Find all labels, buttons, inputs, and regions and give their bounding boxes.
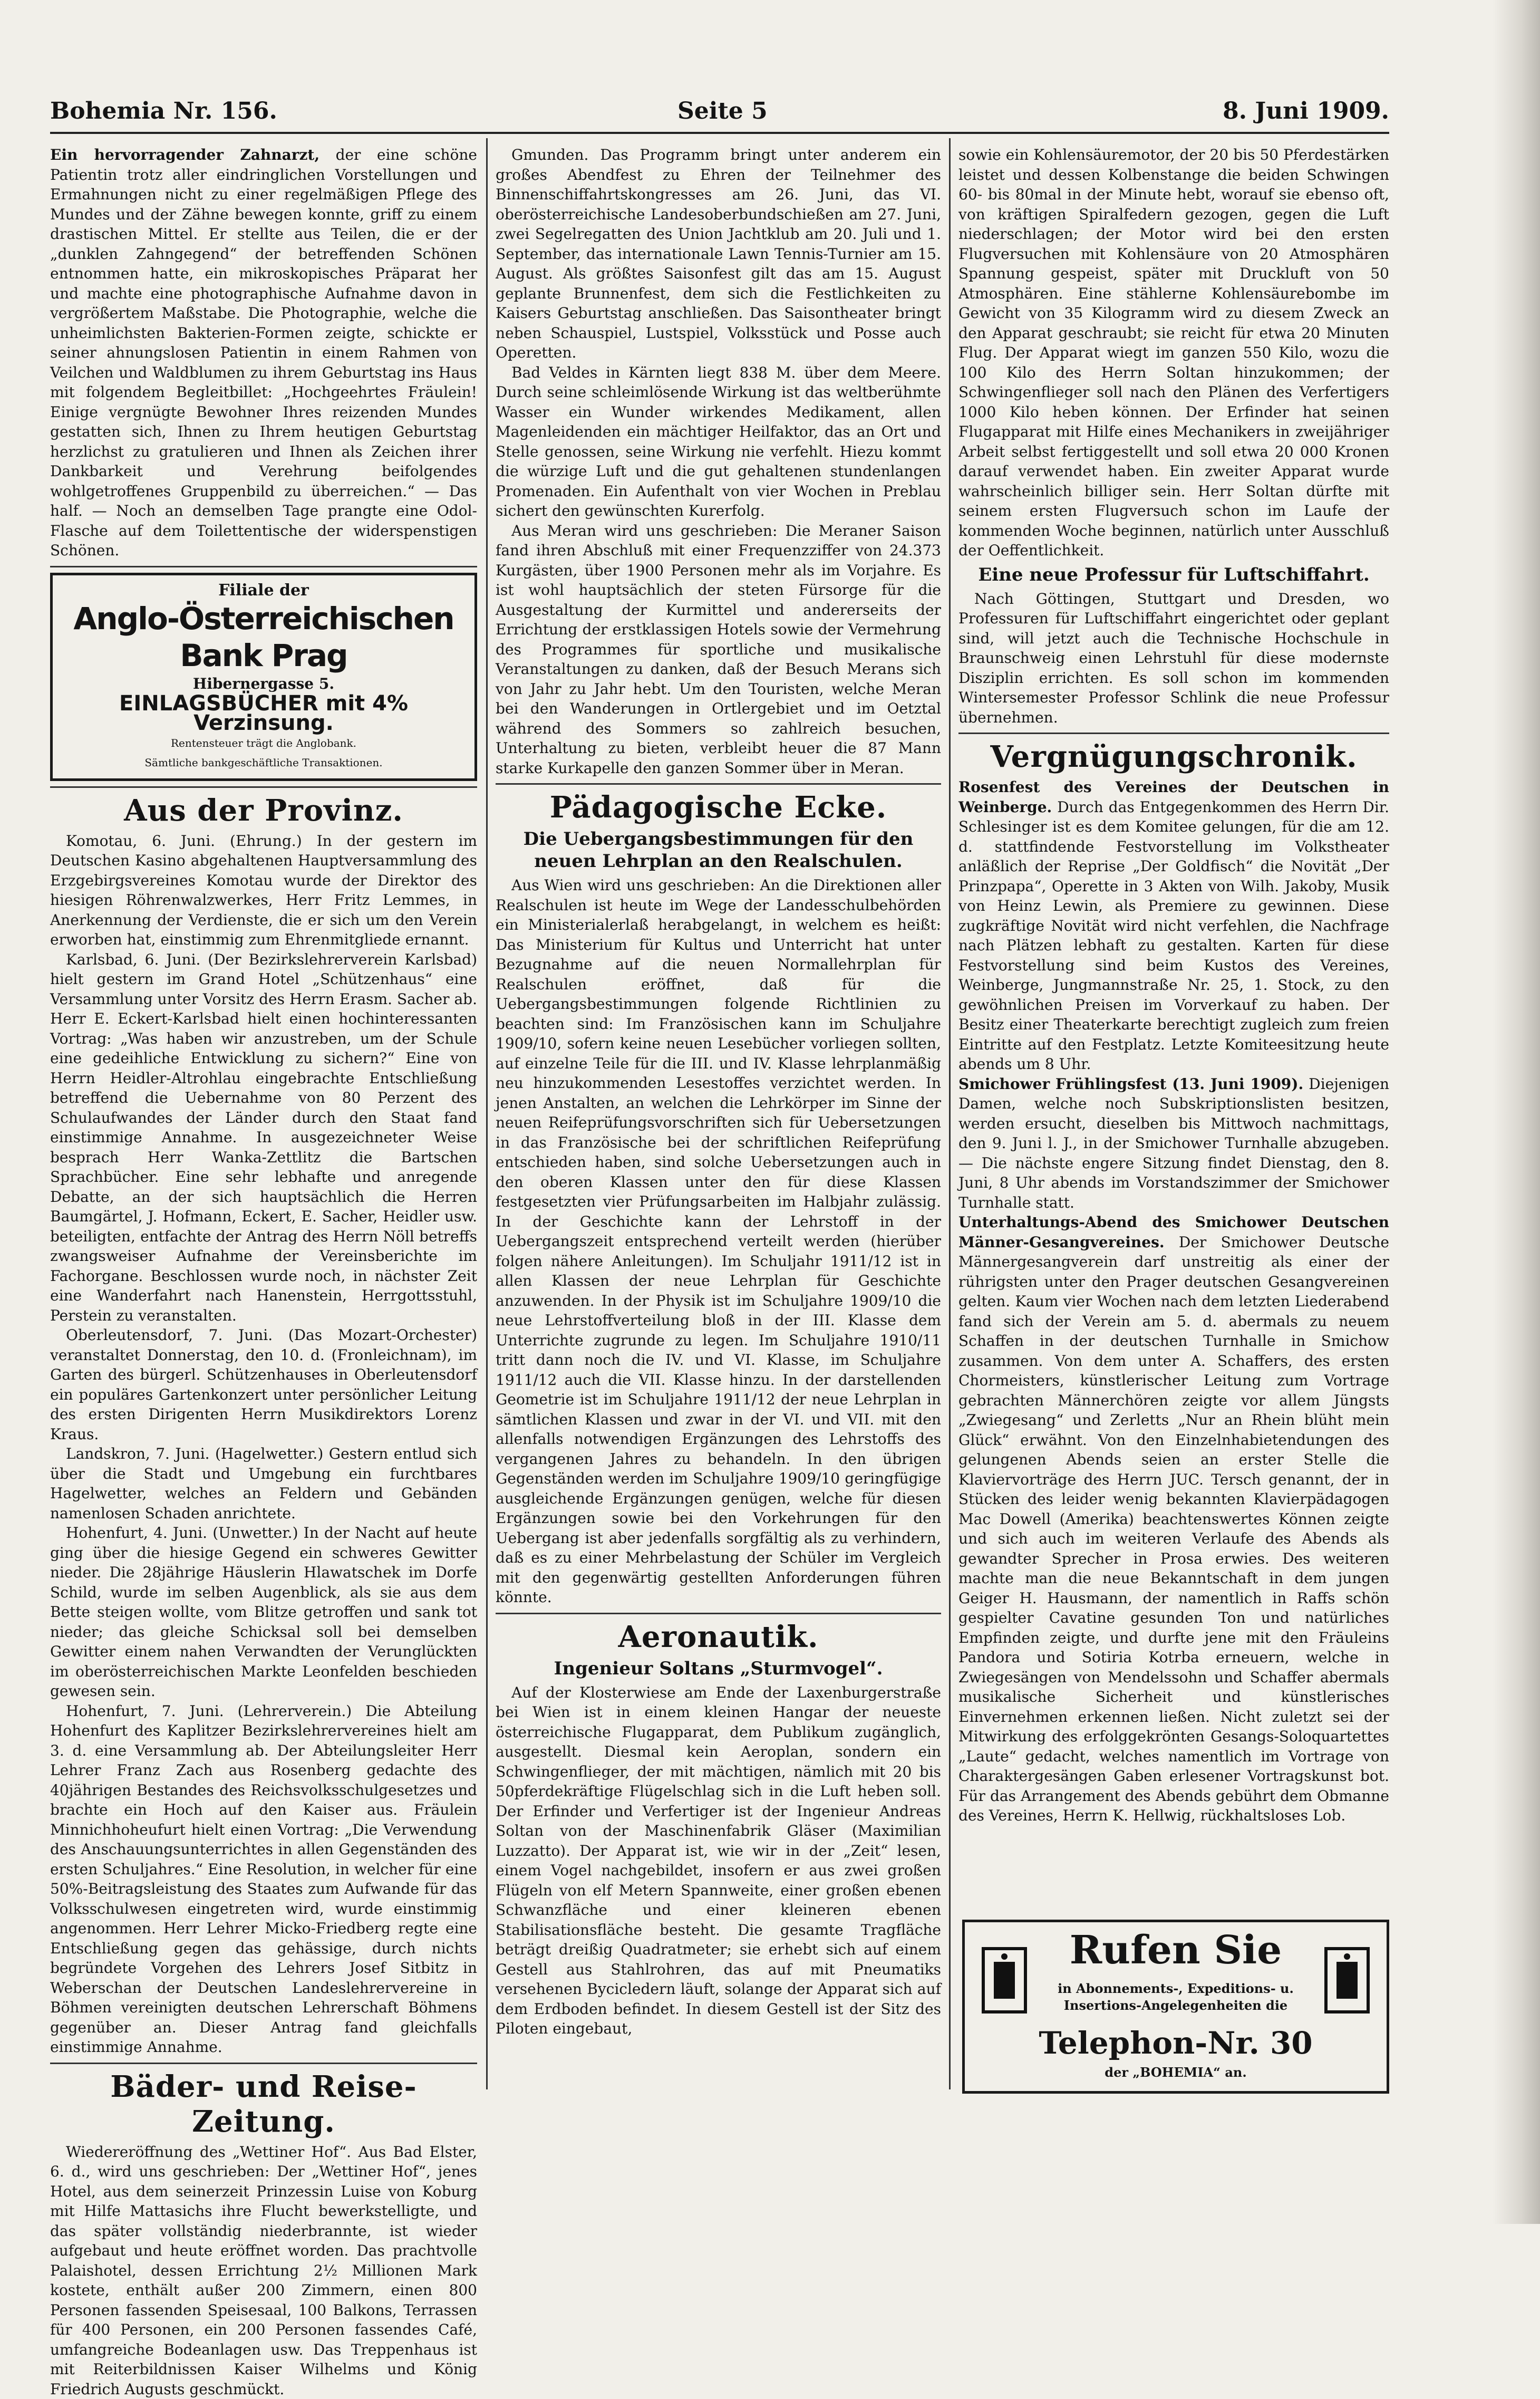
article-provinz: Hohenfurt, 4. Juni. (Unwetter.) In der Nacht auf heute ging über die hiesige Gegend ein schweres Gewitter nieder. Die 28jährige Häuslerin Hlawatschek im Dorfe Schild, wurde im selben Augenblick, als sie aus dem Bette steigen wollte, vom Blitze getroffen und sank tot nieder; das gleiche Schicksal soll bei demselben Gewitter einem nahen Verwandten der Verunglückten im oberösterreichischen Markte Leonfelden beschieden gewesen sein. — [50, 1523, 477, 1701]
article-provinz: Karlsbad, 6. Juni. (Der Bezirkslehrerverein Karlsbad) hielt gestern im Grand Hotel „Schützenhaus“ eine Versammlung unter Vorsitz des Herrn Erasm. Sacher ab. Herr E. Eckert-Karlsbad hielt einen hochinteressanten Vortrag: „Was haben wir anzustreben, um der Schule eine gedeihliche Entwicklung zu sichern?“ Eine von Herrn Heidler-Altrohlau eingebrachte Entschließung betreffend die Uebernahme von 80 Perzent des Schulaufwandes der Länder durch den Staat fand einstimmige Annahme. In ausgezeichneter Weise besprach Herr Wanka-Zettlitz die Bartschen Sprachbücher. Eine sehr lebhafte und anregende Debatte, an der sich hauptsächlich die Herren Baumgärtel, J. Hofmann, Eckert, E. Sacher, Heidler usw. beteiligten, entfachte der Antrag des Herrn Nöll betreffs zwangsweiser Aufnahme der Vereinsberichte im Fachorgane. Beschlossen wurde noch, in nächster Zeit eine Wanderfahrt nach Hanenstein, Herrgottsstuhl, Perstein zu veranstalten. — [50, 950, 477, 1326]
article-realschulen: Aus Wien wird uns geschrieben: An die Direktionen aller Realschulen ist heute im Wege der Landesschulbehörden ein Ministerialerlaß herabgelangt, in welchem es heißt: Das Ministerium für Kultus und Unterricht hat unter Bezugnahme auf die neuen Normallehrplan für Realschulen eröffnet, daß für die Uebergangsbestimmungen folgende Richtlinien zu beachten sind: Im Französischen kann im Schuljahre 1909/10, sofern keine neuen Lesebücher vorliegen sollten, auf einzelne Teile für die III. und IV. Klasse lehrplanmäßig neu hinzukommenden Lesestoffes verzichtet werden. In jenen Anstalten, an welchen die Lehrkörper im Sinne der neuen Reifeprüfungsvorschriften sich für Uebersetzungen in das Französische bei der schriftlichen Reifeprüfung entschieden haben, sind solche Uebersetzungen auch in den oberen Klassen unter den für diese Klassen festgesetzten vier Prüfungsarbeiten im Halbjahr zulässig. In der Geschichte kann der Lehrstoff in der Uebergangszeit entsprechend verteilt werden (hierüber folgen nähere Anleitungen). Im Schuljahr 1911/12 ist in allen Klassen der neue Lehrplan für Geschichte anzuwenden. In der Physik ist im Schuljahre 1909/10 die neue Lehrstoffverteilung bloß in der III. Klasse dem Unterrichte zugrunde zu legen. Im Schuljahre 1910/11 tritt dann noch die IV. und VI. Klasse, im Schuljahre 1911/12 auch die VII. Klasse hinzu. In der darstellenden Geometrie ist im Schuljahre 1911/12 der neue Lehrplan in sämtlichen Klassen und zwar in der VI. und VII. mit den allenfalls notwendigen Ergänzungen des Lehrstoffs des vergangenen Jahres zu behandeln. In den übrigen Gegenständen werden im Schuljahre 1909/10 geringfügige ausgleichende Ergänzungen genügen, welche für diesen Ergänzungen sowie bei den Vorkehrungen für den Uebergang ist aber jedenfalls sorgfältig als zu verhindern, daß es zu einer Mehrbelastung der Schüler im Vergleich mit den gegenwärtig gestellten Anforderungen führen könnte. — [496, 875, 941, 1607]
ad-footer: der „BOHEMIA“ an. — [965, 2065, 1387, 2080]
header-rule — [50, 132, 1389, 134]
article-provinz: Hohenfurt, 7. Juni. (Lehrerverein.) Die Abteilung Hohenfurt des Kaplitzer Bezirkslehrervereines hielt am 3. d. eine Versammlung ab. Der Abteilungsleiter Herr Lehrer Franz Zach aus Rosenberg gedachte des 40jährigen Bestandes des Reichsvolksschulgesetzes und brachte ein Hoch auf den Kaiser aus. Fräulein Minnichhoheufurt hielt einen Vortrag: „Die Verwendung des Anschauungsunterrichtes in allen Gegenständen des ersten Schuljahres.“ Eine Resolution, in welcher für eine 50%-Beitragsleistung des Staates zum Aufwande für das Volksschulwesen eingetreten wird, wurde einstimmig angenommen. Herr Lehrer Micko-Friedberg regte eine Entschließung gegen das gehässige, durch nichts begründete Vorgehen des Lehrers Josef Sitbitz in Weberschan der Deutschen Landeslehrervereine in Böhmen vereinigten deutschen Lehrerschaft Böhmens gegenüber an. Dieser Antrag fand gleichfalls einstimmige Annahme. — [50, 1701, 477, 2057]
section-heading-paedagogik: Pädagogische Ecke. — [496, 790, 941, 825]
divider — [496, 783, 941, 785]
section-heading-provinz: Aus der Provinz. — [50, 793, 477, 828]
article-realschulen-title: Die Uebergangsbestimmungen für den neuen Lehrplan an den Realschulen. — [496, 828, 941, 872]
article-rosenfest-text: Durch das Entgegenkommen des Herrn Dir. Schlesinger ist es dem Komitee gelungen, für die am 12. d. stattfindende Festvorstellung im Volkstheater anläßlich der Reprise „Der Goldfisch“ die Novität „Der Prinzpapa“, Operette in 3 Akten von Wilh. Jakoby, Musik von Heinz Lewin, als Premiere zu gewinnen. Diese zugkräftige Novität wird nicht verfehlen, die Nachfrage nach Plätzen lebhaft zu gestalten. Karten für diese Festvorstellung sind beim Kustos des Vereines, Weinberge, Jungmannstraße Nr. 25, 1. Stock, zu den gewöhnlichen Preisen im Vorverkauf zu haben. Der Besitz einer Theaterkarte berechtigt zugleich zum freien Eintritte auf den Festplatz. Letzte Komiteesitzung heute abends um 8 Uhr. — [958, 798, 1389, 1073]
ad-subtitle: in Abonnements-, Expeditions- u. Insertions-Angelegenheiten die — [1044, 1980, 1307, 2014]
divider — [50, 2063, 477, 2064]
article-smichow-title: Smichower Frühlingsfest (13. Juni 1909). — [958, 1075, 1303, 1093]
article-smichow — [958, 1074, 1389, 1213]
ad-line-1: Filiale der — [58, 581, 469, 601]
article-sturmvogel-continued: sowie ein Kohlensäuremotor, der 20 bis 50 Pferdestärken leistet und dessen Kolbenstange die beiden Schwingen 60- bis 80mal in der Minute hebt, worauf sie ebenso oft, von kräftigen Spiralfedern gezogen, gegen die Luft niederschlagen; der Motor wird bei den ersten Flugversuchen mit Kohlensäure von 20 Atmosphären Spannung gespeist, später mit Druckluft von 50 Atmosphären. Eine stählerne Kohlensäurebombe im Gewicht von 35 Kilogramm wird zu diesem Zweck an den Apparat geschraubt; sie reicht für etwa 20 Minuten Flug. Der Apparat wiegt im ganzen 550 Kilo, wozu die 100 Kilo des Herrn Soltan hinzukommen; der Schwingenflieger soll nach den Plänen des Verfertigers 1000 Kilo heben können. Der Erfinder hat seinen Flugapparat mit Hilfe eines Mechanikers in zweijähriger Arbeit selbst fertiggestellt und soll etwa 20 000 Kronen darauf verwendet haben. Ein zweiter Apparat wurde wahrscheinlich billiger sein. Herr Soltan dürfte mit seinem ersten Flugversuch schon im Laufe der kommenden Woche beginnen, natürlich unter Ausschluß der Oeffentlichkeit. — [958, 145, 1389, 561]
article-sturmvogel-title: Ingenieur Soltans „Sturmvogel“. — [496, 1658, 941, 1680]
divider — [50, 786, 477, 788]
article-provinz: Oberleutensdorf, 7. Juni. (Das Mozart-Orchester) veranstaltet Donnerstag, den 10. d. (Fronleichnam), im Garten des bürgerl. Schützenhauses in Oberleutensdorf ein populäres Gartenkonzert unter persönlicher Leitung des ersten Dirigenten Herrn Musikdirektors Lorenz Kraus. — [50, 1325, 477, 1444]
article-meran: Aus Meran wird uns geschrieben: Die Meraner Saison fand ihren Abschluß mit einer Frequenzziffer von 24.373 Kurgästen, über 1900 Personen mehr als im Vorjahre. Es ist wohl hauptsächlich der steten Fürsorge für die Ausgestaltung der Kurmittel und andererseits der Errichtung der erstklassigen Hotels sowie der Vermehrung des Programmes für sportliche und musikalische Veranstaltungen zu danken, daß der Besuch Merans sich von Jahr zu Jahr hebt. Um den Touristen, welche Meran bei den Wanderungen in Ortlergebiet und im Oetztal während des Sommers so zahlreich besuchen, Unterhaltung zu bieten, verbleibt heuer die 87 Mann starke Kurkapelle den ganzen Sommer über in Meran. — [496, 521, 941, 778]
column-rule-2 — [949, 138, 951, 2089]
article-provinz: Landskron, 7. Juni. (Hagelwetter.) Gestern entlud sich über die Stadt und Umgebung ein furchtbares Hagelwetter, welches an Feldern und Gebänden namenlosen Schaden anrichtete. — [50, 1444, 477, 1523]
article-unterhaltung-text: Der Smichower Deutsche Männergesangverein darf unstreitig als einer der rührigsten unter den Prager deutschen Gesangvereinen gelten. Kaum vier Wochen nach dem letzten Liederabend fand sich der Verein am 5. d. abermals zu neuem Schaffen in der deutschen Turnhalle in Smichow zusammen. Von dem unter A. Schaffers, des ersten Chormeisters, künstlerischer Leitung zum Vortrage gebrachten Männerchören zeigte vor allem Jüngsts „Zwiegesang“ und Zerletts „Nur an Rhein blüht mein Glück“ erwähnt. Von den Einzelnhabietendungen des gelungenen Abends seien an erster Stelle die Klaviervorträge des Herrn JUC. Tersch genannt, der in Stücken des leider wenig bekannten Klavierpädagogen Mac Dowell (Amerika) beachtenswertes Können zeigte und sich auch im weiteren Verlaufe des Abends als gewandter Sprecher in Prosa erwies. Des weiteren machte man die neue Bekanntschaft in dem jungen Geiger H. Hausmann, der namentlich in Raffs schön gespielter Cavatine gesunden Ton und natürliches Empfinden zeigte, und durfte jene mit den Fräuleins Pandora und Sotiria Kotrba erneuern, welche in Zwiegesängen von Mendelssohn und Schaffer abermals musikalische Sicherheit und künstlerisches Einvernehmen erkennen ließen. Nicht zuletzt sei der Mitwirkung des erfolggekrönten Gesangs-Soloquartettes „Laute“ gedacht, welches namentlich im Vortrage von Charaktergesängen Gaben erlesener Vortragskunst bot. Für das Arrangement des Abends gebührt dem Obmanne des Vereines, Herrn K. Hellwig, rückhaltsloses Lob. — [958, 1234, 1389, 1825]
ad-transactions: Sämtliche bankgeschäftliche Transaktionen. — [58, 753, 469, 773]
ad-bank-name: Anglo-Österreichischen Bank Prag — [58, 600, 469, 674]
ad-title: Rufen Sie — [965, 1928, 1387, 1973]
bank-advertisement — [50, 573, 477, 781]
header-issue: Bohemia Nr. 156. — [50, 98, 277, 124]
article-professur-title: Eine neue Professur für Luftschiffahrt. — [958, 564, 1389, 586]
ad-phone-number: Telephon-Nr. 30 — [965, 2025, 1387, 2061]
header-page-number: Seite 5 — [677, 98, 768, 124]
column-3 — [958, 145, 1389, 1906]
divider — [496, 1613, 941, 1614]
page-edge-shadow — [1493, 0, 1540, 2224]
article-wettiner-hof: Wiedereröffnung des „Wettiner Hof“. Aus Bad Elster, 6. d., wird uns geschrieben: Der „Wettiner Hof“, jenes Hotel, aus dem seinerzeit Prinzessin Luise von Koburg mit Hilfe Mattasichs ihre Flucht bewerkstelligte, und das später vollständig niederbrannte, ist wieder aufgebaut und heute eröffnet worden. Das prachtvolle Palaishotel, dessen Errichtung 2½ Millionen Mark kostete, enthält außer 200 Zimmern, einen 800 Personen fassenden Speisesaal, 100 Balkons, Terrassen für 400 Personen, ein 200 Personen fassendes Café, umfangreiche Bodeanlagen usw. Das Treppenhaus ist mit Reiterbildnissen Kaiser Wilhelms und König Friedrich Augusts geschmückt. — [50, 2142, 477, 2399]
article-smichow-text: Diejenigen Damen, welche noch Subskriptionslisten besitzen, werden ersucht, dieselben bis Mittwoch nachmittags, den 9. Juni l. J., in der Smichower Turnhalle abzugeben. — Die nächste engere Sitzung findet Dienstag, den 8. Juni, 8 Uhr abends im Vorstandszimmer der Smichower Turnhalle statt. — [958, 1075, 1389, 1211]
article-veldes: Bad Veldes in Kärnten liegt 838 M. über dem Meere. Durch seine schleimlösende Wirkung ist das weltberühmte Wasser ein Wunder wirkendes Medikament, allen Magenleidenden ein mächtiger Heilfaktor, das an Ort und Stelle genossen, seine Wirkung nie verfehlt. Hiezu kommt die würzige Luft und die gut gehaltenen stundenlangen Promenaden. Ein Aufenthalt von vier Wochen in Preblau sichert den gewünschten Kurerfolg. — [496, 363, 941, 521]
section-heading-aeronautik: Aeronautik. — [496, 1620, 941, 1654]
article-zahnarzt — [50, 145, 477, 561]
page-header — [50, 98, 1389, 129]
ad-address: Hibernergasse 5. — [58, 674, 469, 694]
section-heading-vergnuegungen: Vergnügungschronik. — [958, 739, 1389, 774]
divider — [958, 733, 1389, 734]
article-zahnarzt-text: der eine schöne Patientin trotz aller eindringlichen Vorstellungen und Ermahnungen nicht zu einer regelmäßigen Pflege des Mundes und der Zähne bewegen konnte, griff zu einem drastischen Mittel. Er stellte aus Teilen, die er der „dunklen Zahngegend“ der betreffenden Schönen entnommen hatte, ein mikroskopisches Präparat her und machte eine photographische Aufnahme davon in vergrößertem Maßstabe. Die Photographie, welche die unheimlichsten Bakterien-Formen zeigte, schickte er seiner ahnungslosen Patientin in einem Rahmen von Veilchen und Waldblumen zu ihrem Geburtstag ins Haus mit folgendem Begleitbillet: „Hochgeehrtes Fräulein! Einige vergnügte Bewohner Ihres reizenden Mundes gestatten sich, Ihnen zu Ihrem heutigen Geburtstag herzlichst zu gratulieren und Ihnen als Zeichen ihrer Dankbarkeit und Verehrung beifolgendes wohlgetroffenes Gruppenbild zu überreichen.“ — Das half. — Noch an demselben Tage prangte eine Odol-Flasche auf dem Toilettentische der widerspenstigen Schönen. — [50, 146, 477, 559]
divider — [50, 566, 477, 567]
article-rosenfest — [958, 777, 1389, 1074]
header-date: 8. Juni 1909. — [1223, 98, 1389, 124]
article-zahnarzt-title: Ein hervorragender Zahnarzt, — [50, 146, 319, 163]
section-heading-baeder: Bäder- und Reise-Zeitung. — [50, 2069, 477, 2139]
column-rule-1 — [486, 138, 488, 2089]
article-unterhaltung — [958, 1212, 1389, 1826]
ad-tax-note: Rentensteuer trägt die Anglobank. — [58, 734, 469, 754]
column-1 — [50, 145, 477, 2096]
article-sturmvogel: Auf der Klosterwiese am Ende der Laxenburgerstraße bei Wien ist in einem kleinen Hangar der neueste österreichische Flugapparat, dem Publikum zugänglich, ausgestellt. Diesmal kein Aeroplan, sondern ein Schwingenflieger, der mit mächtigen, nämlich mit 20 bis 50pferdekräftige Flügelschlag sich in die Luft heben soll. Der Erfinder und Verfertiger ist der Ingenieur Andreas Soltan von der Maschinenfabrik Gläser (Maximilian Luzzatto). Der Apparat ist, wie wir in der „Zeit“ lesen, einem Vogel nachgebildet, insofern er aus zwei großen Flügeln von elf Metern Spannweite, einer großen ebenen Schwanzfläche und einer kleineren ebenen Stabilisationsfläche besteht. Die gesamte Tragfläche beträgt dreißig Quadratmeter; sie erhebt sich auf einem Gestell aus Stahlrohren, das auf mit Pneumatiks versehenen Bycicledern läuft, solange der Apparat sich auf dem Erdboden befindet. In diesem Gestell ist der Sitz des Piloten eingebaut, — [496, 1683, 941, 2039]
column-2 — [496, 145, 941, 2096]
article-professur: Nach Göttingen, Stuttgart und Dresden, wo Professuren für Luftschiffahrt eingerichtet oder geplant sind, will jetzt auch die Technische Hochschule in Braunschweig einen Lehrstuhl für diese modernste Disziplin errichten. Es soll schon im kommenden Wintersemester Professor Schlink die neue Professur übernehmen. — [958, 589, 1389, 728]
article-gmunden: Gmunden. Das Programm bringt unter anderem ein großes Abendfest zu Ehren der Teilnehmer des Binnenschiffahrtskongresses am 26. Juni, das VI. oberösterreichische Landesoberbundschießen am 27. Juni, zwei Segelregatten des Union Jachtklub am 20. Juli und 1. September, das internationale Lawn Tennis-Turnier am 15. August. Als größtes Saisonfest gilt das am 15. August geplante Brunnenfest, dem sich die Festlichkeiten zu Kaisers Geburtstag anschließen. Das Saisontheater bringt neben Schauspiel, Lustspiel, Volksstück und Posse auch Operetten. — [496, 145, 941, 363]
article-provinz: Komotau, 6. Juni. (Ehrung.) In der gestern im Deutschen Kasino abgehaltenen Hauptversammlung des Erzgebirgsvereines Komotau wurde der Direktor des hiesigen Röhrenwalzwerkes, Herr Fritz Lemmes, in Anerkennung der Verdienste, die er sich um den Verein erworben hat, einstimmig zum Ehrenmitgliede ernannt. — [50, 831, 477, 950]
article-unterhaltung-title: Unterhaltungs-Abend des Smichower Deutschen Männer-Gesangvereines. — [958, 1213, 1389, 1251]
ad-interest: EINLAGSBÜCHER mit 4% Verzinsung. — [58, 694, 469, 734]
telephone-advertisement — [962, 1920, 1389, 2094]
article-rosenfest-title: Rosenfest des Vereines der Deutschen in Weinberge. — [958, 778, 1389, 816]
